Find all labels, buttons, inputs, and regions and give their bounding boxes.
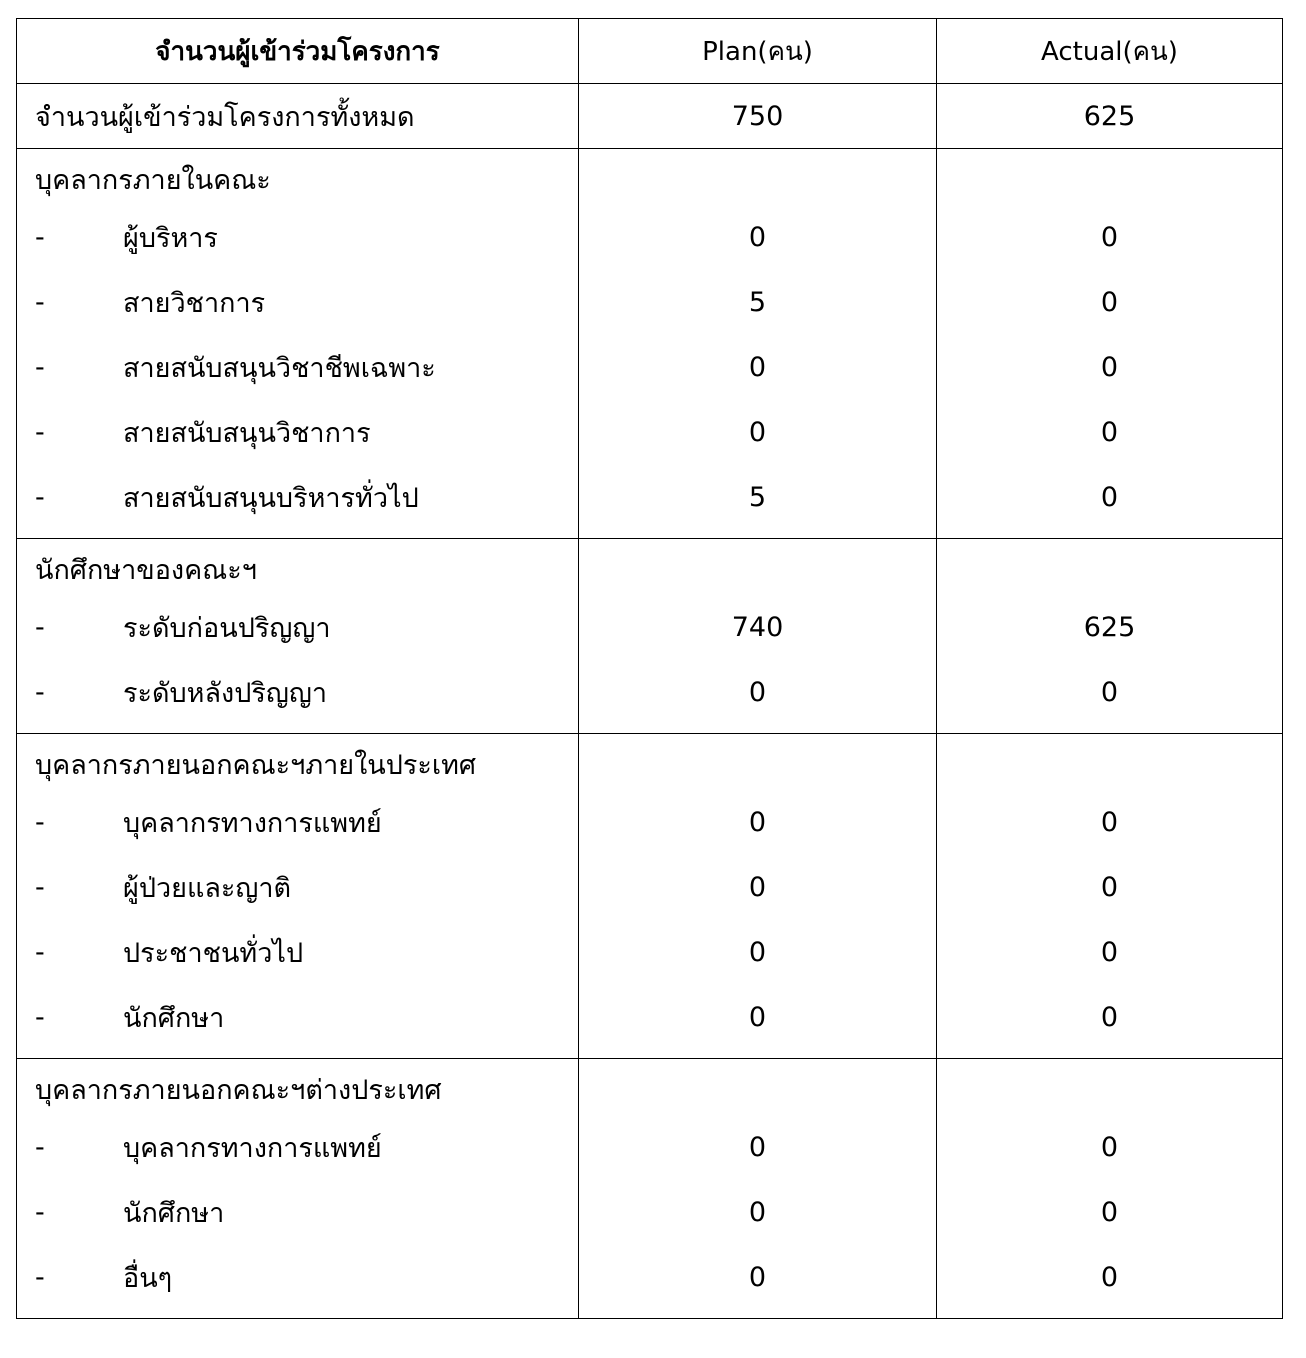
actual-value: 0 [1100, 352, 1119, 383]
item-label: สายสนับสนุนวิชาชีพเฉพาะ [123, 353, 436, 384]
list-item [17, 855, 578, 920]
bullet-dash: - [35, 1262, 45, 1293]
list-item [17, 1180, 578, 1245]
group-title: นักศึกษาของคณะฯ [35, 555, 257, 586]
bullet-dash: - [35, 287, 45, 318]
bullet-dash: - [35, 482, 45, 513]
participants-table [16, 18, 1283, 1319]
bullet-dash: - [35, 1132, 45, 1163]
bullet-dash: - [35, 872, 45, 903]
actual-value: 0 [1100, 807, 1119, 838]
bullet-dash: - [35, 937, 45, 968]
group-label-cell [17, 539, 579, 734]
group-row-external-domestic [17, 734, 1283, 1059]
actual-value: 0 [1100, 1262, 1119, 1293]
bullet-dash: - [35, 222, 45, 253]
group-actual-cell [937, 734, 1283, 1059]
list-item [17, 660, 578, 725]
bullet-dash: - [35, 612, 45, 643]
list-item [17, 790, 578, 855]
plan-value: 5 [748, 287, 767, 318]
header-row [17, 19, 1283, 84]
list-item [17, 465, 578, 530]
group-actual-cell [937, 149, 1283, 539]
group-row-faculty-students [17, 539, 1283, 734]
group-plan-cell [579, 734, 937, 1059]
group-plan-cell [579, 539, 937, 734]
group-row-external-foreign [17, 1059, 1283, 1319]
actual-value: 0 [1100, 677, 1119, 708]
list-item [17, 335, 578, 400]
list-item [17, 1245, 578, 1310]
list-item [17, 595, 578, 660]
item-label: ระดับก่อนปริญญา [123, 613, 331, 644]
plan-value: 0 [748, 352, 767, 383]
item-label: อื่นๆ [123, 1263, 173, 1294]
plan-value: 0 [748, 222, 767, 253]
list-item [17, 400, 578, 465]
actual-value: 0 [1100, 222, 1119, 253]
plan-value: 0 [748, 677, 767, 708]
actual-value: 0 [1100, 1002, 1119, 1033]
bullet-dash: - [35, 352, 45, 383]
bullet-dash: - [35, 677, 45, 708]
group-title: บุคลากรภายนอกคณะฯภายในประเทศ [35, 750, 477, 781]
group-title: บุคลากรภายในคณะ [35, 165, 271, 196]
actual-value: 0 [1100, 1197, 1119, 1228]
header-category: จำนวนผู้เข้าร่วมโครงการ [17, 19, 579, 84]
group-actual-cell [937, 539, 1283, 734]
item-label: ผู้ป่วยและญาติ [123, 873, 292, 904]
plan-value: 0 [748, 1197, 767, 1228]
item-label: บุคลากรทางการแพทย์ [123, 808, 382, 839]
total-actual: 625 [937, 84, 1283, 149]
group-label-cell [17, 1059, 579, 1319]
plan-value: 0 [748, 417, 767, 448]
group-title: บุคลากรภายนอกคณะฯต่างประเทศ [35, 1075, 442, 1106]
plan-value: 0 [748, 872, 767, 903]
bullet-dash: - [35, 417, 45, 448]
plan-value: 0 [748, 937, 767, 968]
plan-value: 0 [748, 807, 767, 838]
total-plan: 750 [579, 84, 937, 149]
header-plan: Plan(คน) [579, 19, 937, 84]
plan-value: 0 [748, 1132, 767, 1163]
group-row-internal-staff [17, 149, 1283, 539]
list-item [17, 205, 578, 270]
actual-value: 0 [1100, 1132, 1119, 1163]
group-label-cell [17, 734, 579, 1059]
plan-value: 0 [748, 1002, 767, 1033]
plan-value: 740 [731, 612, 784, 643]
actual-value: 0 [1100, 482, 1119, 513]
plan-value: 5 [748, 482, 767, 513]
item-label: ผู้บริหาร [123, 223, 218, 254]
bullet-dash: - [35, 1197, 45, 1228]
header-actual: Actual(คน) [937, 19, 1283, 84]
bullet-dash: - [35, 1002, 45, 1033]
item-label: สายสนับสนุนบริหารทั่วไป [123, 483, 419, 514]
list-item [17, 1115, 578, 1180]
item-label: บุคลากรทางการแพทย์ [123, 1133, 382, 1164]
item-label: ประชาชนทั่วไป [123, 938, 304, 969]
group-plan-cell [579, 1059, 937, 1319]
group-plan-cell [579, 149, 937, 539]
item-label: สายสนับสนุนวิชาการ [123, 418, 371, 449]
total-row [17, 84, 1283, 149]
item-label: นักศึกษา [123, 1198, 225, 1229]
list-item [17, 985, 578, 1050]
actual-value: 625 [1083, 612, 1136, 643]
group-label-cell [17, 149, 579, 539]
actual-value: 0 [1100, 417, 1119, 448]
item-label: นักศึกษา [123, 1003, 225, 1034]
actual-value: 0 [1100, 287, 1119, 318]
item-label: ระดับหลังปริญญา [123, 678, 328, 709]
bullet-dash: - [35, 807, 45, 838]
plan-value: 0 [748, 1262, 767, 1293]
group-actual-cell [937, 1059, 1283, 1319]
list-item [17, 270, 578, 335]
actual-value: 0 [1100, 872, 1119, 903]
list-item [17, 920, 578, 985]
actual-value: 0 [1100, 937, 1119, 968]
item-label: สายวิชาการ [123, 288, 266, 319]
total-label: จำนวนผู้เข้าร่วมโครงการทั้งหมด [17, 84, 579, 149]
